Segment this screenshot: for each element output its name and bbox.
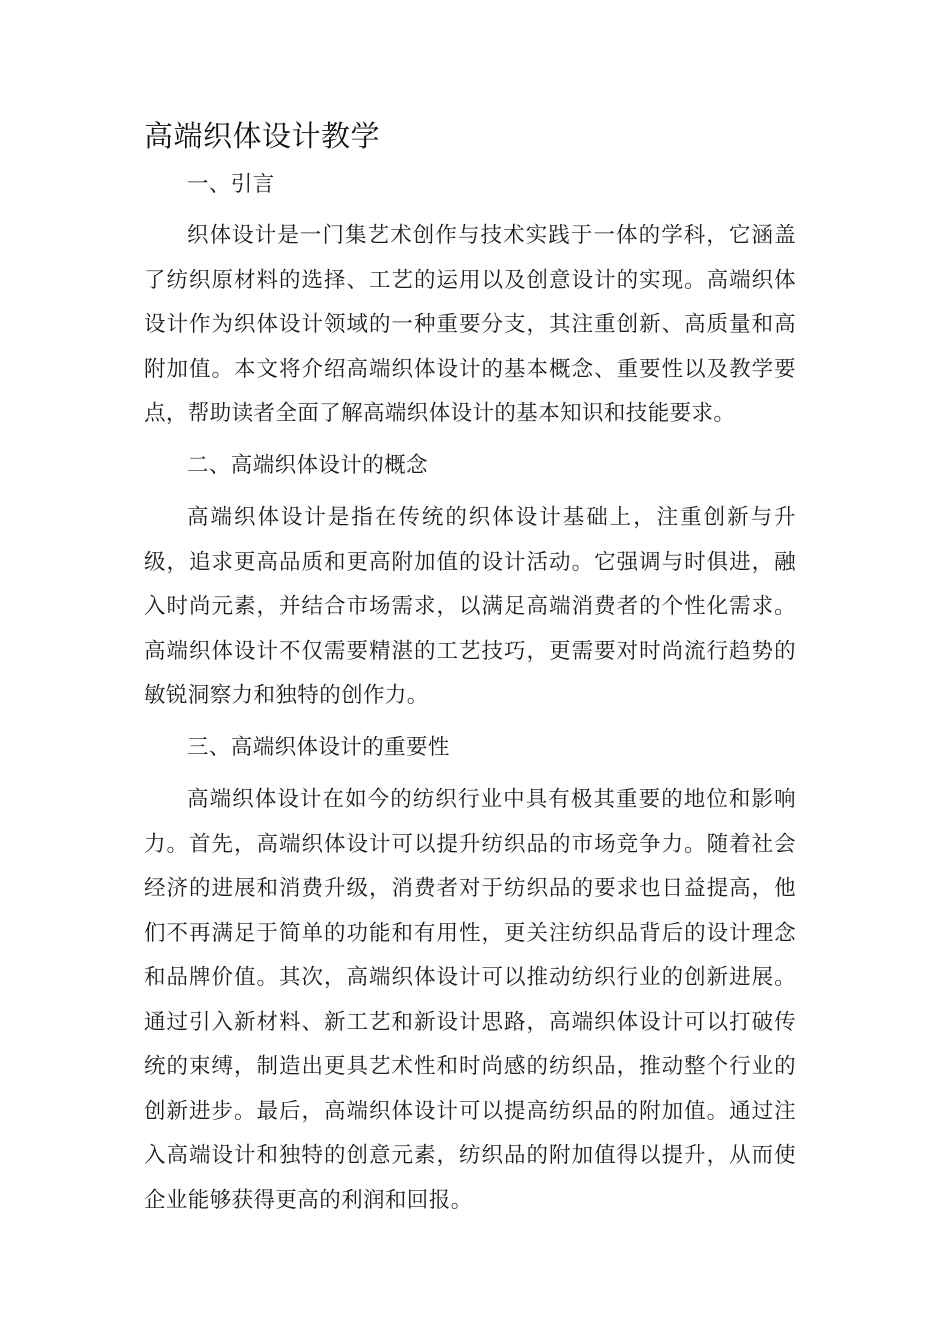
document-title: 高端织体设计教学 bbox=[144, 119, 381, 153]
paragraph-importance: 高端织体设计在如今的纺织行业中具有极其重要的地位和影响力。首先，高端织体设计可以提升纺织品的市场竞争力。随着社会经济的进展和消费升级，消费者对于纺织品的要求也日益提高，他们不再满足于简单的功能和有用性，更关注纺织品背后的设计理念和品牌价值。其次，高端织体设计可以推动纺织行业的创新进展。通过引入新材料、新工艺和新设计思路，高端织体设计可以打破传统的束缚，制造出更具艺术性和时尚感的纺织品，推动整个行业的创新进步。最后，高端织体设计可以提高纺织品的附加值。通过注入高端设计和独特的创意元素，纺织品的附加值得以提升，从而使企业能够获得更高的利润和回报。 bbox=[144, 787, 796, 1213]
section-body-importance bbox=[144, 778, 796, 1223]
section-body-introduction bbox=[144, 214, 796, 437]
section-body-concept bbox=[144, 496, 796, 719]
section-heading-importance: 三、高端织体设计的重要性 bbox=[187, 735, 450, 760]
section-heading-introduction: 一、引言 bbox=[187, 172, 275, 197]
section-heading-concept: 二、高端织体设计的概念 bbox=[187, 453, 428, 478]
paragraph-introduction: 织体设计是一门集艺术创作与技术实践于一体的学科，它涵盖了纺织原材料的选择、工艺的运用以及创意设计的实现。高端织体设计作为织体设计领域的一种重要分支，其注重创新、高质量和高附加值。本文将介绍高端织体设计的基本概念、重要性以及教学要点，帮助读者全面了解高端织体设计的基本知识和技能要求。 bbox=[144, 223, 796, 426]
paragraph-concept: 高端织体设计是指在传统的织体设计基础上，注重创新与升级，追求更高品质和更高附加值的设计活动。它强调与时俱进，融入时尚元素，并结合市场需求，以满足高端消费者的个性化需求。高端织体设计不仅需要精湛的工艺技巧，更需要对时尚流行趋势的敏锐洞察力和独特的创作力。 bbox=[144, 505, 796, 708]
